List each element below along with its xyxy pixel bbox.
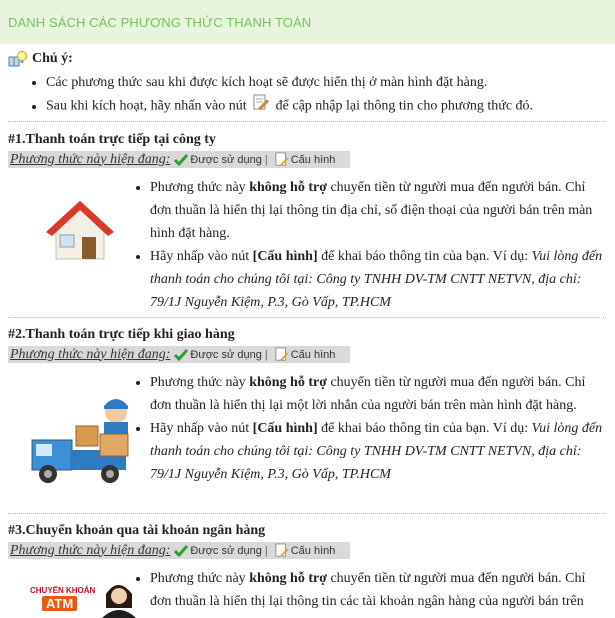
divider — [8, 513, 606, 514]
page-title-text: DANH SÁCH CÁC PHƯƠNG THỨC THANH TOÁN — [8, 14, 312, 30]
method-description — [8, 567, 608, 613]
payment-method-1 — [8, 129, 608, 315]
config-icon — [275, 152, 289, 167]
note-title-text: Chú ý: — [32, 51, 73, 66]
method-desc-item: • Phương thức này không hỗ trợ chuyển tiền từ người mua đến người bán. Chỉ đơn thuần là hiển thị lại thông tin các tài khoản ngân hàng của người bán trên — [150, 567, 608, 613]
config-button[interactable]: Cấu hình — [275, 543, 336, 558]
divider — [8, 317, 606, 318]
payment-method-2 — [8, 324, 608, 504]
page-title — [0, 0, 615, 44]
status-label: Phương thức này hiện đang: — [10, 151, 171, 167]
payment-method-3 — [8, 520, 608, 618]
method-status-bar: Phương thức này hiện đang: Được sử dụng | Cấu hình — [8, 542, 350, 559]
method-description — [8, 176, 608, 314]
status-active-button[interactable]: Được sử dụng — [174, 154, 261, 166]
method-desc-item: • Hãy nhấp vào nút [Cấu hình] để khai báo thông tin của bạn. Ví dụ: Vui lòng đến thanh toán cho chúng tôi tại: Công ty TNHH DV-TM CNTT NETVN, địa chỉ: 79/1J Nguyễn Kiệm, P.3, Gò Vấp, TP.HCM — [150, 245, 608, 314]
method-title: #2.Thanh toán trực tiếp khi giao hàng — [8, 327, 235, 342]
checkmark-icon — [174, 349, 188, 361]
note-box — [8, 48, 608, 119]
method-title: #3.Chuyển khoản qua tài khoản ngân hàng — [8, 523, 266, 538]
lightbulb-book-icon — [8, 50, 28, 68]
status-active-button[interactable]: Được sử dụng — [174, 545, 261, 557]
config-icon — [253, 94, 269, 119]
method-desc-item: • Phương thức này không hỗ trợ chuyển tiền từ người mua đến người bán. Chỉ đơn thuần là hiển thị lại thông tin địa chỉ, số điện thoại của người bán trên màn hình đặt hàng. — [150, 176, 608, 245]
method-desc-item: • Hãy nhấp vào nút [Cấu hình] để khai báo thông tin của bạn. Ví dụ: Vui lòng đến thanh toán cho chúng tôi tại: Công ty TNHH DV-TM CNTT NETVN, địa chỉ: 79/1J Nguyễn Kiệm, P.3, Gò Vấp, TP.HCM — [150, 417, 608, 486]
method-status-bar: Phương thức này hiện đang: Được sử dụng | Cấu hình — [8, 346, 350, 363]
method-desc-item: • Phương thức này không hỗ trợ chuyển tiền từ người mua đến người bán. Chỉ đơn thuần là hiển thị lại một lời nhắn của người bán trên màn hình đặt hàng. — [150, 371, 608, 417]
note-item: • Sau khi kích hoạt, hãy nhấn vào nút để cập nhập lại thông tin cho phương thức đó. — [46, 94, 608, 119]
note-heading — [8, 48, 608, 70]
method-title: #1.Thanh toán trực tiếp tại công ty — [8, 132, 216, 147]
status-active-button[interactable]: Được sử dụng — [174, 349, 261, 361]
checkmark-icon — [174, 154, 188, 166]
note-list — [8, 72, 608, 119]
config-icon — [275, 543, 289, 558]
checkmark-icon — [174, 545, 188, 557]
method-description — [8, 371, 608, 486]
config-icon — [275, 347, 289, 362]
divider — [8, 121, 606, 122]
note-item: • Các phương thức sau khi được kích hoạt sẽ được hiển thị ở màn hình đặt hàng. — [46, 72, 608, 94]
method-status-bar: Phương thức này hiện đang: Được sử dụng | Cấu hình — [8, 151, 350, 168]
config-button[interactable]: Cấu hình — [275, 152, 336, 167]
atm-transfer-logo: CHUYỂN KHOẢN ATM — [30, 580, 142, 618]
config-button[interactable]: Cấu hình — [275, 347, 336, 362]
